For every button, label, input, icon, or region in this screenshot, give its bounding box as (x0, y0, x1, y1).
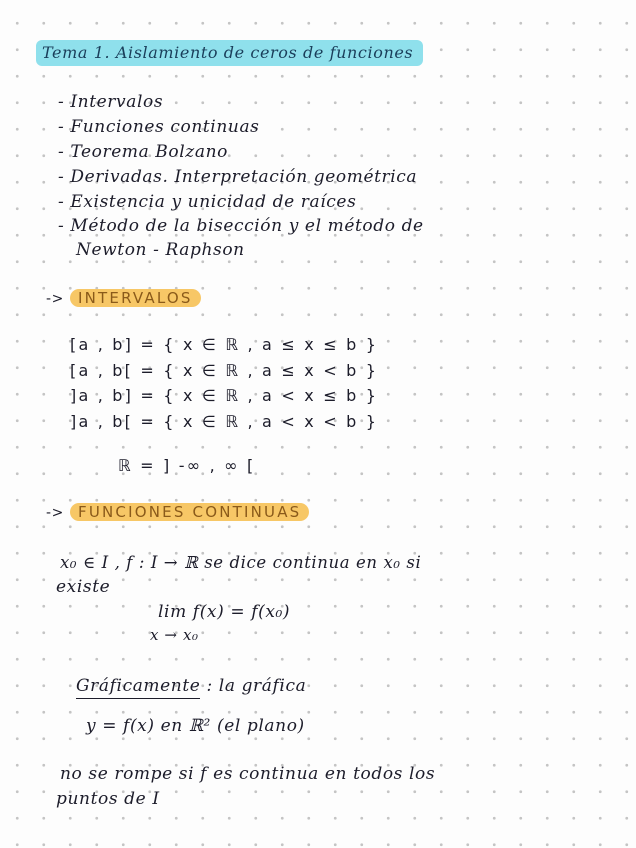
index-item-funciones-continuas: - Funciones continuas (58, 117, 260, 137)
conclusion-line-1: no se rompe si f es continua en todos los (60, 764, 436, 784)
section-heading-funciones-continuas: FUNCIONES CONTINUAS (70, 503, 309, 521)
limit-expression: lim f(x) = f(x₀) (158, 602, 291, 622)
continuity-existe: existe (56, 577, 111, 597)
index-item-intervalos: - Intervalos (58, 92, 164, 112)
continuity-definition: x₀ ∈ I , f : I → ℝ se dice continua en x₀ si (60, 553, 422, 572)
interval-open: ]a , b[ = { x ∈ ℝ , a < x < b } (70, 412, 379, 431)
index-item-metodo-biseccion: - Método de la bisección y el método de (58, 216, 424, 236)
index-item-existencia-raices: - Existencia y unicidad de raíces (58, 192, 357, 212)
index-item-newton-raphson: Newton - Raphson (76, 240, 245, 260)
section-intervalos (46, 288, 201, 308)
arrow-icon: -> (46, 291, 64, 307)
section-funciones-continuas (46, 502, 309, 522)
page-title: Tema 1. Aislamiento de ceros de funciones (36, 40, 423, 66)
conclusion-line-2: puntos de I (56, 789, 160, 809)
index-item-derivadas: - Derivadas. Interpretación geométrica (58, 167, 418, 187)
interval-closed: [a , b] = { x ∈ ℝ , a ≤ x ≤ b } (70, 335, 379, 354)
limit-subscript: x → x₀ (150, 626, 199, 644)
arrow-icon: -> (46, 505, 64, 521)
index-item-teorema-bolzano: - Teorema Bolzano (58, 142, 228, 162)
real-line-definition: ℝ = ] -∞ , ∞ [ (118, 456, 256, 475)
graficamente-label: Gráficamente (76, 676, 200, 699)
section-heading-intervalos: INTERVALOS (70, 289, 201, 307)
graphical-note (76, 676, 306, 696)
interval-open-closed: ]a , b] = { x ∈ ℝ , a < x ≤ b } (70, 386, 379, 405)
graph-equation: y = f(x) en ℝ² (el plano) (86, 716, 305, 736)
interval-closed-open: [a , b[ = { x ∈ ℝ , a ≤ x < b } (70, 361, 379, 380)
graphical-text: : la gráfica (206, 676, 307, 696)
